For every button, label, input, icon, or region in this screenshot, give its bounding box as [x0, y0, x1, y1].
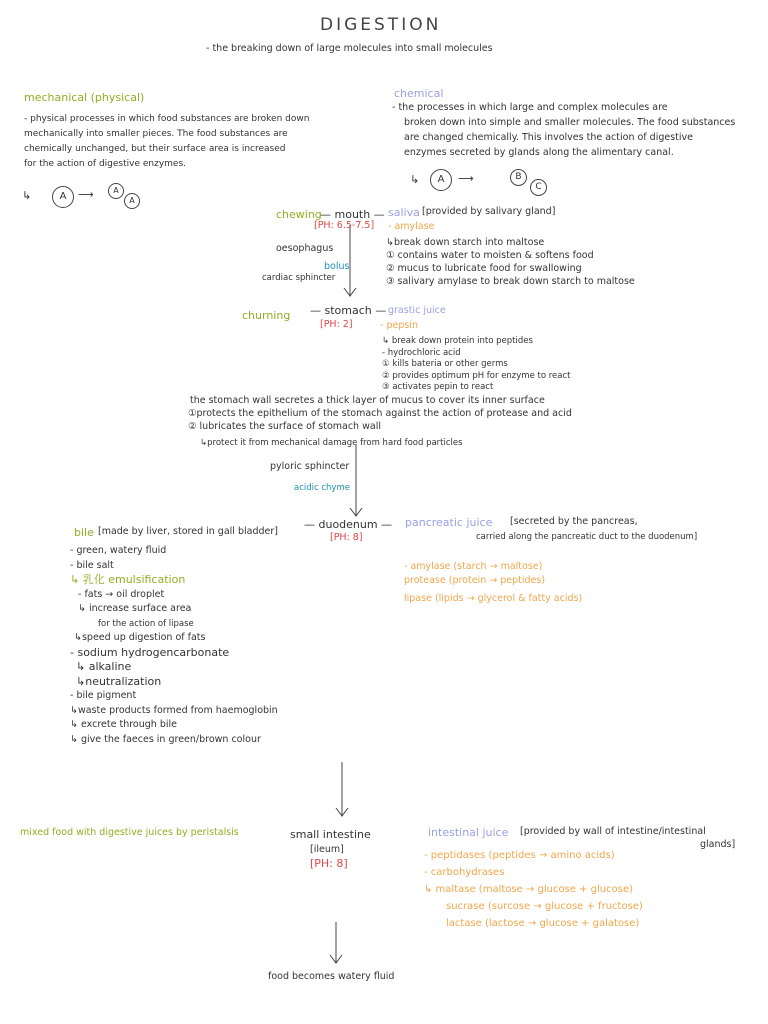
mechanical-line: for the action of digestive enzymes. [24, 159, 187, 169]
pancreatic-juice-note-2: carried along the pancreatic duct to the duodenum] [476, 532, 698, 542]
bile-detail: ↳ excrete through bile [70, 719, 177, 730]
bile-detail: ↳speed up digestion of fats [74, 632, 206, 643]
mouth-enzyme: - amylase [388, 221, 435, 232]
duodenum-ph: [PH: 8] [330, 532, 363, 543]
stomach-detail: - hydrochloric acid [382, 347, 461, 358]
intestinal-enzymes [424, 847, 643, 932]
mechanical-line: mechanically into smaller pieces. The food substances are [24, 129, 288, 139]
mouth-organ: — mouth — [320, 208, 385, 221]
chemical-line: broken down into simple and smaller molecules. The food substances [404, 117, 736, 128]
mechanical-circle-small-2: A [124, 193, 140, 209]
chemical-line: are changed chemically. This involves the action of digestive [404, 132, 693, 143]
bile-heading: bile [74, 526, 94, 539]
intestinal-juice-note: [provided by wall of intestine/intestinal [520, 826, 706, 837]
bile-detail-emulsification: ↳ 乳化 emulsification [70, 573, 186, 586]
bolus-label: bolus [324, 261, 350, 272]
mechanical-circle-small-1: A [108, 183, 124, 199]
stomach-wall-notes [190, 394, 572, 450]
chemical-diagram-start: ↳ [410, 173, 420, 186]
intestinal-juice: intestinal juice [428, 826, 509, 839]
mechanical-diagram-start: ↳ [22, 189, 32, 202]
small-intestine-process: mixed food with digestive juices by peristalsis [20, 827, 239, 838]
stomach-detail: ↳ break down protein into peptides [382, 336, 533, 346]
stomach-organ: — stomach — [310, 304, 387, 317]
bile-detail: ↳neutralization [76, 674, 162, 688]
chemical-line: - the processes in which large and complex molecules are [392, 102, 668, 113]
mouth-ph: [PH: 6.5-7.5] [314, 220, 375, 231]
intestinal-enzyme: ↳ maltase (maltose → glucose + glucose) [424, 884, 634, 895]
acidic-chyme-label: acidic chyme [294, 483, 350, 493]
mouth-details [386, 236, 635, 288]
arrowhead-stomach-to-duodenum [350, 508, 362, 516]
mouth-juice-note: [provided by salivary gland] [422, 206, 556, 217]
chemical-circle-c: C [530, 179, 547, 196]
bile-detail: ↳waste products formed from haemoglobin [70, 704, 278, 716]
small-intestine-ileum: [ileum] [310, 844, 344, 855]
chemical-circle-a: A [430, 169, 452, 191]
mechanical-line: - physical processes in which food substances are broken down [24, 114, 310, 124]
pyloric-sphincter-label: pyloric sphincter [270, 461, 350, 472]
oesophagus-label: oesophagus [276, 243, 334, 254]
stomach-wall-line: ↳protect it from mechanical damage from hard food particles [200, 438, 463, 448]
arrowhead-mouth-to-stomach [344, 288, 356, 296]
stomach-process: churning [242, 309, 291, 322]
mouth-detail: ① contains water to moisten & softens food [386, 250, 594, 261]
intestinal-enzyme: lactase (lactose → glucose + galatose) [446, 918, 640, 929]
mouth-process: chewing [276, 208, 322, 221]
bile-details [70, 544, 278, 747]
duodenum-organ: — duodenum — [304, 518, 393, 531]
page-title: DIGESTION [320, 15, 442, 35]
cardiac-sphincter-label: cardiac sphincter [262, 273, 336, 283]
mechanical-heading: mechanical (physical) [24, 91, 145, 104]
stomach-details [382, 336, 571, 394]
final-result: food becomes watery fluid [268, 971, 395, 982]
bile-detail: ↳ give the faeces in green/brown colour [70, 733, 261, 745]
intestinal-enzyme: - carbohydrases [424, 867, 505, 878]
arrowhead-duodenum-to-intestine [336, 808, 348, 816]
stomach-detail: ① kills bateria or other germs [382, 359, 508, 369]
bile-detail: - fats → oil droplet [78, 588, 165, 600]
stomach-wall-line: the stomach wall secretes a thick layer of mucus to cover its inner surface [190, 395, 545, 406]
chemical-definition [392, 100, 735, 160]
chemical-circle-b: B [510, 169, 527, 186]
chemical-line: enzymes secreted by glands along the alimentary canal. [404, 147, 674, 158]
mechanical-circle-a: A [52, 186, 74, 208]
mechanical-line: chemically unchanged, but their surface area is increased [24, 144, 286, 154]
stomach-ph: [PH: 2] [320, 319, 353, 330]
mechanical-definition [24, 112, 309, 172]
mouth-detail: ↳break down starch into maltose [386, 237, 545, 248]
bile-detail: - green, watery fluid [70, 545, 167, 556]
chemical-heading: chemical [394, 87, 444, 100]
stomach-enzyme: - pepsin [380, 320, 418, 331]
bile-detail: - bile pigment [70, 690, 137, 701]
mouth-juice: saliva [388, 206, 420, 219]
pancreatic-enzyme: - amylase (starch → maltose) [404, 561, 543, 572]
pancreatic-enzyme: protease (protein → peptides) [404, 575, 546, 586]
mouth-detail: ③ salivary amylase to break down starch to maltose [386, 276, 635, 287]
bile-detail: for the action of lipase [98, 618, 194, 629]
bile-detail: - bile salt [70, 559, 114, 571]
stomach-wall-line: ② lubricates the surface of stomach wall [188, 421, 381, 432]
bile-detail: ↳ increase surface area [78, 603, 192, 614]
pancreatic-juice: pancreatic juice [405, 516, 493, 529]
bile-note: [made by liver, stored in gall bladder] [98, 526, 278, 537]
bile-detail: - sodium hydrogencarbonate [70, 645, 230, 659]
intestinal-juice-note-2: glands] [700, 839, 736, 850]
arrowhead-intestine-to-result [330, 955, 342, 963]
intestinal-enzyme: sucrase (surcose → glucose + fructose) [446, 901, 643, 912]
pancreatic-juice-note-1: [secreted by the pancreas, [510, 516, 638, 527]
chemical-diagram-arrow: ⟶ [458, 172, 474, 185]
stomach-wall-line: ①protects the epithelium of the stomach against the action of protease and acid [188, 408, 572, 419]
pancreatic-enzymes [404, 560, 582, 606]
stomach-detail: ③ activates pepin to react [382, 382, 494, 392]
pancreatic-enzyme: lipase (lipids → glycerol & fatty acids) [404, 593, 583, 604]
mechanical-diagram-arrow: ⟶ [78, 188, 94, 201]
bile-detail: ↳ alkaline [76, 660, 132, 673]
intestinal-enzyme: - peptidases (peptides → amino acids) [424, 850, 615, 861]
stomach-detail: ② provides optimum pH for enzyme to react [382, 370, 571, 381]
stomach-juice: grastic juice [388, 305, 446, 316]
small-intestine-ph: [PH: 8] [310, 857, 348, 870]
small-intestine-organ: small intestine [290, 828, 371, 841]
page-subtitle: - the breaking down of large molecules into small molecules [206, 43, 493, 54]
mouth-detail: ② mucus to lubricate food for swallowing [386, 263, 582, 274]
